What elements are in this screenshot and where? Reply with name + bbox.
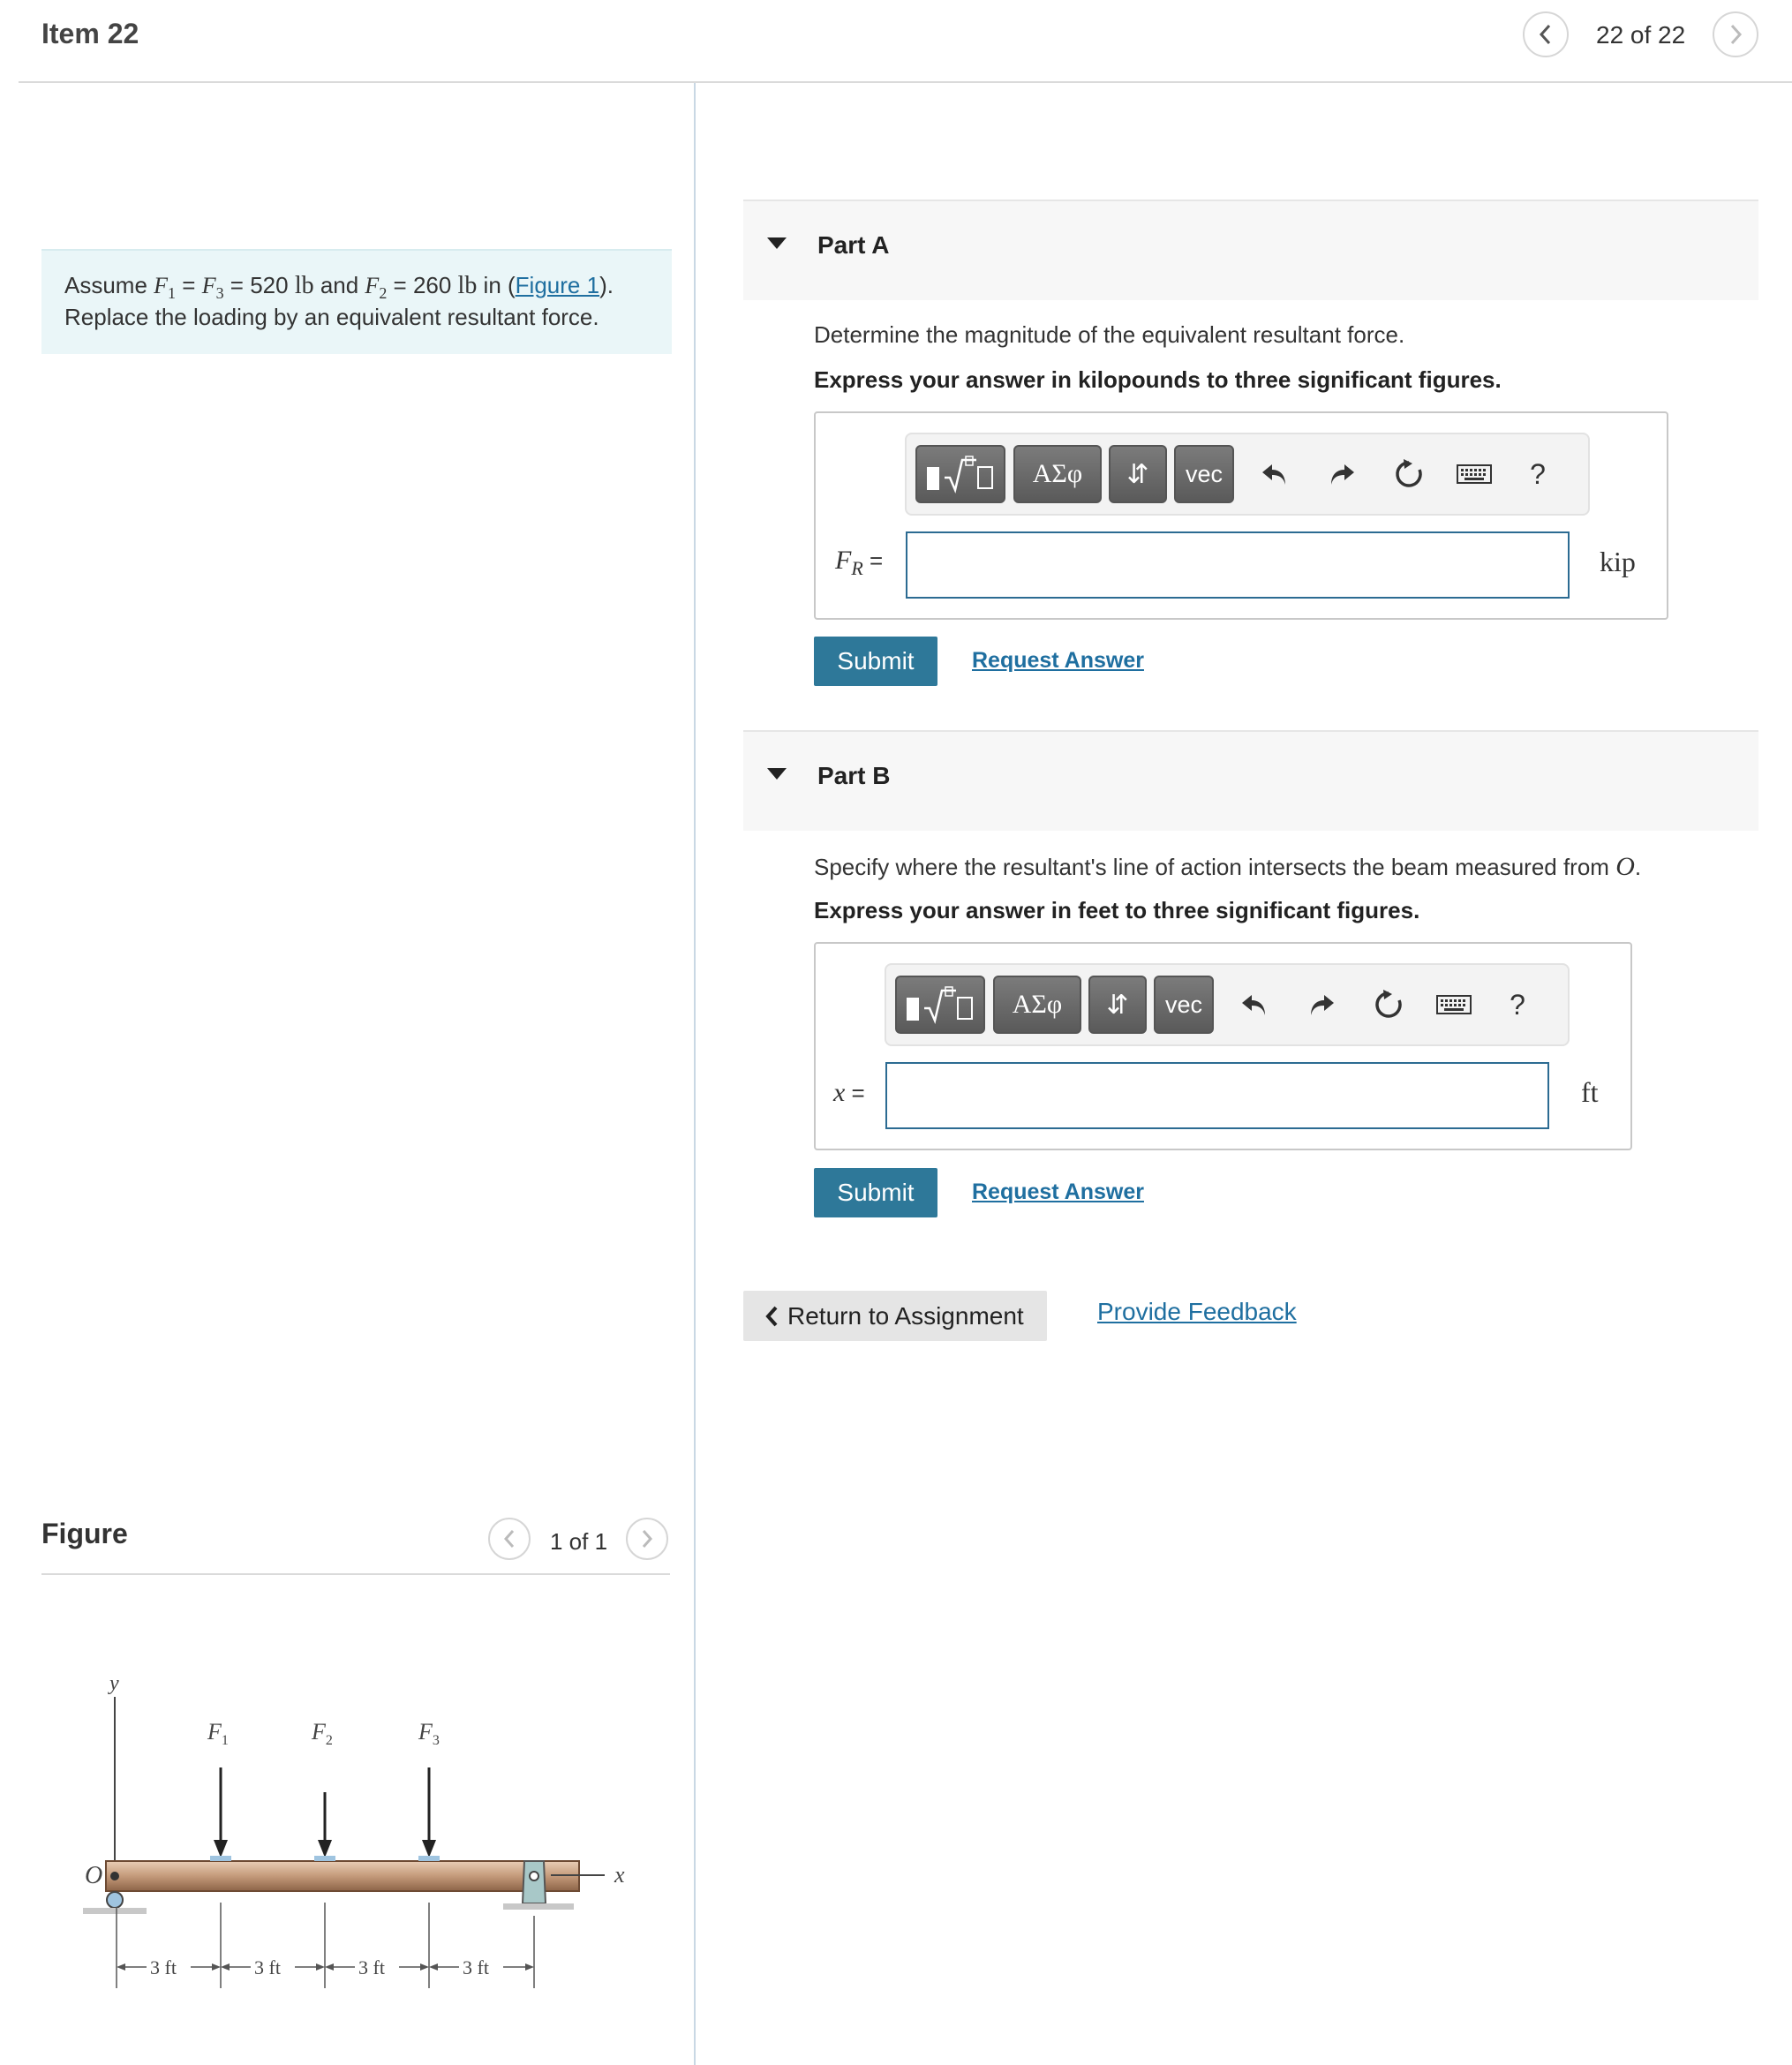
f2-arrowhead bbox=[318, 1840, 332, 1858]
f3-arrowhead bbox=[422, 1840, 436, 1858]
part-b-prompt bbox=[814, 852, 1641, 882]
templates-icon bbox=[903, 985, 977, 1024]
reset-button[interactable] bbox=[1387, 452, 1431, 496]
part-a-prompt: Determine the magnitude of the equivalent resultant force. bbox=[814, 321, 1405, 348]
help-button[interactable]: ? bbox=[1530, 457, 1546, 490]
origin-label: O bbox=[85, 1862, 103, 1889]
part-a-request-answer-link[interactable]: Request Answer bbox=[972, 648, 1144, 673]
part-b-prompt-end: . bbox=[1634, 854, 1642, 880]
f1-subscript: 1 bbox=[168, 284, 177, 303]
f3-subscript: 3 bbox=[215, 284, 224, 303]
f3-symbol: F bbox=[201, 273, 216, 298]
problem-unit-2: lb bbox=[457, 272, 478, 299]
item-title: Item 22 bbox=[41, 18, 139, 49]
part-a-title: Part A bbox=[817, 231, 890, 259]
right-pin bbox=[530, 1872, 538, 1880]
problem-in: in ( bbox=[477, 272, 516, 298]
left-pin bbox=[110, 1872, 119, 1880]
f1-arrowhead bbox=[214, 1840, 228, 1858]
part-a-header[interactable] bbox=[743, 200, 1758, 300]
part-a-math-toolbar bbox=[905, 433, 1590, 516]
f3-label: $F_3$ bbox=[418, 1719, 440, 1748]
chevron-left-icon bbox=[1536, 23, 1555, 46]
redo-button[interactable] bbox=[1299, 983, 1344, 1027]
f1-label: $F_1$ bbox=[207, 1719, 229, 1748]
greek-symbols-button[interactable]: ΑΣφ bbox=[1013, 445, 1102, 503]
left-ground bbox=[83, 1908, 147, 1914]
figure-title: Figure bbox=[41, 1518, 128, 1549]
part-b-submit-button[interactable]: Submit bbox=[814, 1168, 937, 1217]
f2-subscript: 2 bbox=[379, 284, 388, 303]
reset-icon bbox=[1373, 989, 1404, 1021]
right-pin-support bbox=[523, 1861, 546, 1903]
redo-icon bbox=[1306, 991, 1336, 1018]
problem-and: and bbox=[313, 272, 365, 298]
header-divider bbox=[19, 81, 1792, 83]
undo-button[interactable] bbox=[1232, 983, 1276, 1027]
vector-button[interactable]: vec bbox=[1154, 976, 1214, 1034]
f2-symbol: F bbox=[365, 273, 380, 298]
keyboard-button[interactable] bbox=[1452, 452, 1496, 496]
figure-divider bbox=[41, 1573, 670, 1575]
x-equals: = bbox=[845, 1080, 865, 1106]
keyboard-icon bbox=[1457, 463, 1492, 486]
chevron-right-icon bbox=[638, 1528, 656, 1549]
subscript-superscript-button[interactable]: ⇵ bbox=[1088, 976, 1147, 1034]
beam-diagram bbox=[71, 1660, 653, 2039]
provide-feedback-link[interactable]: Provide Feedback bbox=[1097, 1298, 1297, 1325]
f2-label: $F_2$ bbox=[312, 1719, 333, 1748]
f2-pad bbox=[314, 1856, 335, 1861]
dimension-label-2: 3 ft bbox=[254, 1956, 281, 1978]
part-b-answer-area bbox=[814, 942, 1632, 1150]
fr-subscript: R bbox=[851, 557, 863, 579]
problem-value-1: = 520 bbox=[223, 272, 295, 298]
problem-value-2: = 260 bbox=[387, 272, 458, 298]
redo-button[interactable] bbox=[1320, 452, 1364, 496]
return-to-assignment-label: Return to Assignment bbox=[787, 1301, 1024, 1330]
beam bbox=[106, 1861, 579, 1891]
dimension-label-3: 3 ft bbox=[358, 1956, 385, 1978]
dimension-label-1: 3 ft bbox=[150, 1956, 177, 1978]
part-a-answer-area bbox=[814, 411, 1668, 620]
help-button[interactable]: ? bbox=[1510, 988, 1525, 1021]
problem-prefix: Assume bbox=[64, 272, 154, 298]
problem-text-line-2: Replace the loading by an equivalent resultant force. bbox=[64, 304, 599, 330]
x-symbol: x bbox=[833, 1078, 846, 1107]
part-b-title: Part B bbox=[817, 762, 891, 789]
redo-icon bbox=[1327, 461, 1357, 487]
keyboard-icon bbox=[1436, 993, 1472, 1016]
part-b-math-toolbar bbox=[885, 963, 1570, 1046]
chevron-left-icon bbox=[764, 1305, 779, 1328]
item-position: 22 of 22 bbox=[1596, 21, 1686, 49]
reset-icon bbox=[1393, 458, 1425, 490]
figure-pager: 1 of 1 bbox=[550, 1528, 608, 1555]
part-a-answer-input[interactable] bbox=[906, 531, 1570, 599]
y-axis-label: y bbox=[109, 1672, 119, 1695]
part-b-unit: ft bbox=[1581, 1076, 1599, 1108]
part-b-instruction: Express your answer in feet to three significant figures. bbox=[814, 897, 1420, 923]
left-roller-support bbox=[107, 1892, 123, 1908]
chevron-left-icon bbox=[501, 1528, 518, 1549]
f3-pad bbox=[418, 1856, 440, 1861]
x-axis-label: x bbox=[614, 1862, 625, 1888]
f1-symbol: F bbox=[154, 273, 169, 298]
f1-pad bbox=[210, 1856, 231, 1861]
part-a-submit-button[interactable]: Submit bbox=[814, 637, 937, 686]
caret-down-icon bbox=[766, 237, 787, 251]
templates-button[interactable] bbox=[895, 976, 985, 1034]
templates-button[interactable] bbox=[915, 445, 1005, 503]
undo-icon bbox=[1260, 461, 1290, 487]
problem-equals-1: = bbox=[176, 272, 202, 298]
greek-symbols-button[interactable]: ΑΣφ bbox=[993, 976, 1081, 1034]
part-b-answer-input[interactable] bbox=[885, 1062, 1549, 1129]
undo-button[interactable] bbox=[1253, 452, 1297, 496]
problem-statement bbox=[41, 249, 672, 354]
figure-next-button[interactable] bbox=[626, 1518, 668, 1560]
keyboard-button[interactable] bbox=[1432, 983, 1476, 1027]
right-ground bbox=[503, 1903, 574, 1910]
templates-icon bbox=[923, 455, 998, 494]
part-a-instruction: Express your answer in kilopounds to three significant figures. bbox=[814, 366, 1502, 393]
figure-link[interactable]: Figure 1 bbox=[515, 272, 600, 298]
fr-equals: = bbox=[862, 547, 884, 574]
figure-prev-button[interactable] bbox=[488, 1518, 531, 1560]
vector-button[interactable]: vec bbox=[1174, 445, 1234, 503]
part-b-prompt-text: Specify where the resultant's line of action intersects the beam measured from bbox=[814, 854, 1616, 880]
problem-text-line-1 bbox=[64, 272, 614, 303]
problem-close: ). bbox=[599, 272, 614, 298]
subscript-superscript-button[interactable]: ⇵ bbox=[1109, 445, 1167, 503]
part-b-header[interactable] bbox=[743, 730, 1758, 831]
pane-divider[interactable] bbox=[694, 83, 696, 2065]
undo-icon bbox=[1239, 991, 1269, 1018]
caret-down-icon bbox=[766, 767, 787, 781]
part-b-variable-label bbox=[833, 1078, 865, 1108]
origin-symbol: O bbox=[1615, 852, 1635, 881]
next-item-button[interactable] bbox=[1713, 11, 1758, 57]
previous-item-button[interactable] bbox=[1523, 11, 1569, 57]
dimension-label-4: 3 ft bbox=[463, 1956, 489, 1978]
reset-button[interactable] bbox=[1367, 983, 1411, 1027]
part-a-unit: kip bbox=[1600, 546, 1636, 577]
chevron-right-icon bbox=[1726, 23, 1745, 46]
return-to-assignment-button[interactable] bbox=[743, 1291, 1047, 1341]
part-a-variable-label bbox=[835, 546, 883, 580]
part-b-request-answer-link[interactable]: Request Answer bbox=[972, 1179, 1144, 1204]
fr-symbol: F bbox=[835, 546, 852, 575]
problem-unit-1: lb bbox=[294, 272, 314, 299]
